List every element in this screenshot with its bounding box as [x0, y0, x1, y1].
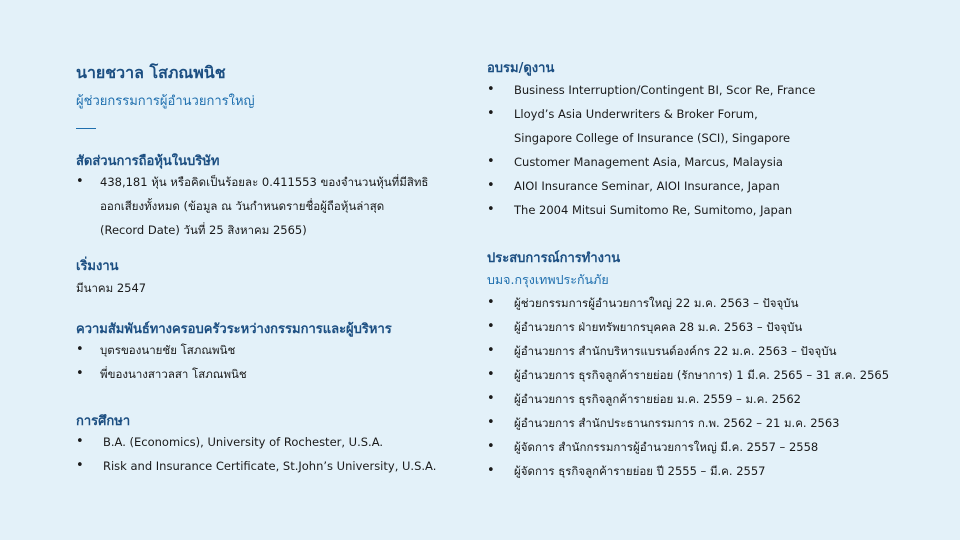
start-value: มีนาคม 2547 — [76, 281, 147, 295]
list-item: • ผู้ช่วยกรรมการผู้อำนวยการใหญ่ 22 ม.ค. 2563 – ปัจจุบัน — [487, 291, 889, 315]
divider — [76, 128, 96, 129]
list-item — [487, 150, 815, 174]
shareholding-list — [76, 170, 428, 242]
shareholding-line: (Record Date) วันที่ 25 สิงหาคม 2565) — [100, 223, 307, 237]
list-item: • ผู้อำนวยการ ธุรกิจลูกค้ารายย่อย ม.ค. 2559 – ม.ค. 2562 — [487, 387, 889, 411]
experience-heading: ประสบการณ์การทำงาน — [487, 251, 621, 266]
list-item: • ผู้อำนวยการ ฝ่ายทรัพยากรบุคคล 28 ม.ค. 2563 – ปัจจุบัน — [487, 315, 889, 339]
training-line: • Lloyd’s Asia Underwriters & Broker Forum, — [514, 107, 758, 121]
list-item: • ผู้จัดการ สำนักกรรมการผู้อำนวยการใหญ่ มี.ค. 2557 – 2558 — [487, 435, 889, 459]
shareholding-heading: สัดส่วนการถือหุ้นในบริษัท — [76, 154, 220, 169]
training-line: • AIOI Insurance Seminar, AIOI Insurance, Japan — [514, 179, 780, 193]
list-item: • ผู้อำนวยการ สำนักประธานกรรมการ ก.พ. 2562 – 21 ม.ค. 2563 — [487, 411, 889, 435]
education-list — [76, 430, 436, 478]
list-item — [487, 198, 815, 222]
shareholding-item — [76, 170, 428, 242]
person-name: นายชวาล โสภณพนิช — [76, 63, 226, 82]
training-line: • Business Interruption/Contingent BI, Scor Re, France — [514, 83, 816, 97]
experience-list — [487, 291, 889, 483]
education-heading: การศึกษา — [76, 414, 131, 429]
company-name: บมจ.กรุงเทพประกันภัย — [487, 272, 609, 287]
list-item: • ผู้อำนวยการ สำนักบริหารแบรนด์องค์กร 22 ม.ค. 2563 – ปัจจุบัน — [487, 339, 889, 363]
person-position: ผู้ช่วยกรรมการผู้อำนวยการใหญ่ — [76, 94, 255, 109]
training-line: • Customer Management Asia, Marcus, Malaysia — [514, 155, 783, 169]
family-list — [76, 338, 247, 386]
list-item: • พี่ของนางสาวลสา โสภณพนิช — [76, 362, 247, 386]
list-item: • ผู้จัดการ ธุรกิจลูกค้ารายย่อย ปี 2555 – มี.ค. 2557 — [487, 459, 889, 483]
list-item — [487, 102, 815, 150]
shareholding-line: • 438,181 หุ้น หรือคิดเป็นร้อยละ 0.411553 ของจำนวนหุ้นที่มีสิทธิ — [100, 175, 429, 189]
list-item: • Risk and Insurance Certificate, St.John’s University, U.S.A. — [76, 454, 436, 478]
list-item — [487, 78, 815, 102]
list-item: • บุตรของนายชัย โสภณพนิช — [76, 338, 247, 362]
list-item — [487, 174, 815, 198]
training-line: Singapore College of Insurance (SCI), Singapore — [514, 131, 791, 145]
training-list — [487, 78, 815, 222]
family-heading: ความสัมพันธ์ทางครอบครัวระหว่างกรรมการและผู้บริหาร — [76, 322, 392, 337]
list-item: • ผู้อำนวยการ ธุรกิจลูกค้ารายย่อย (รักษาการ) 1 มี.ค. 2565 – 31 ส.ค. 2565 — [487, 363, 889, 387]
training-line: • The 2004 Mitsui Sumitomo Re, Sumitomo, Japan — [514, 203, 793, 217]
training-heading: อบรม/ดูงาน — [487, 61, 555, 76]
shareholding-line: ออกเสียงทั้งหมด (ข้อมูล ณ วันกำหนดรายชื่อผู้ถือหุ้นล่าสุด — [100, 199, 385, 213]
list-item: • B.A. (Economics), University of Rochester, U.S.A. — [76, 430, 436, 454]
start-heading: เริ่มงาน — [76, 259, 119, 274]
